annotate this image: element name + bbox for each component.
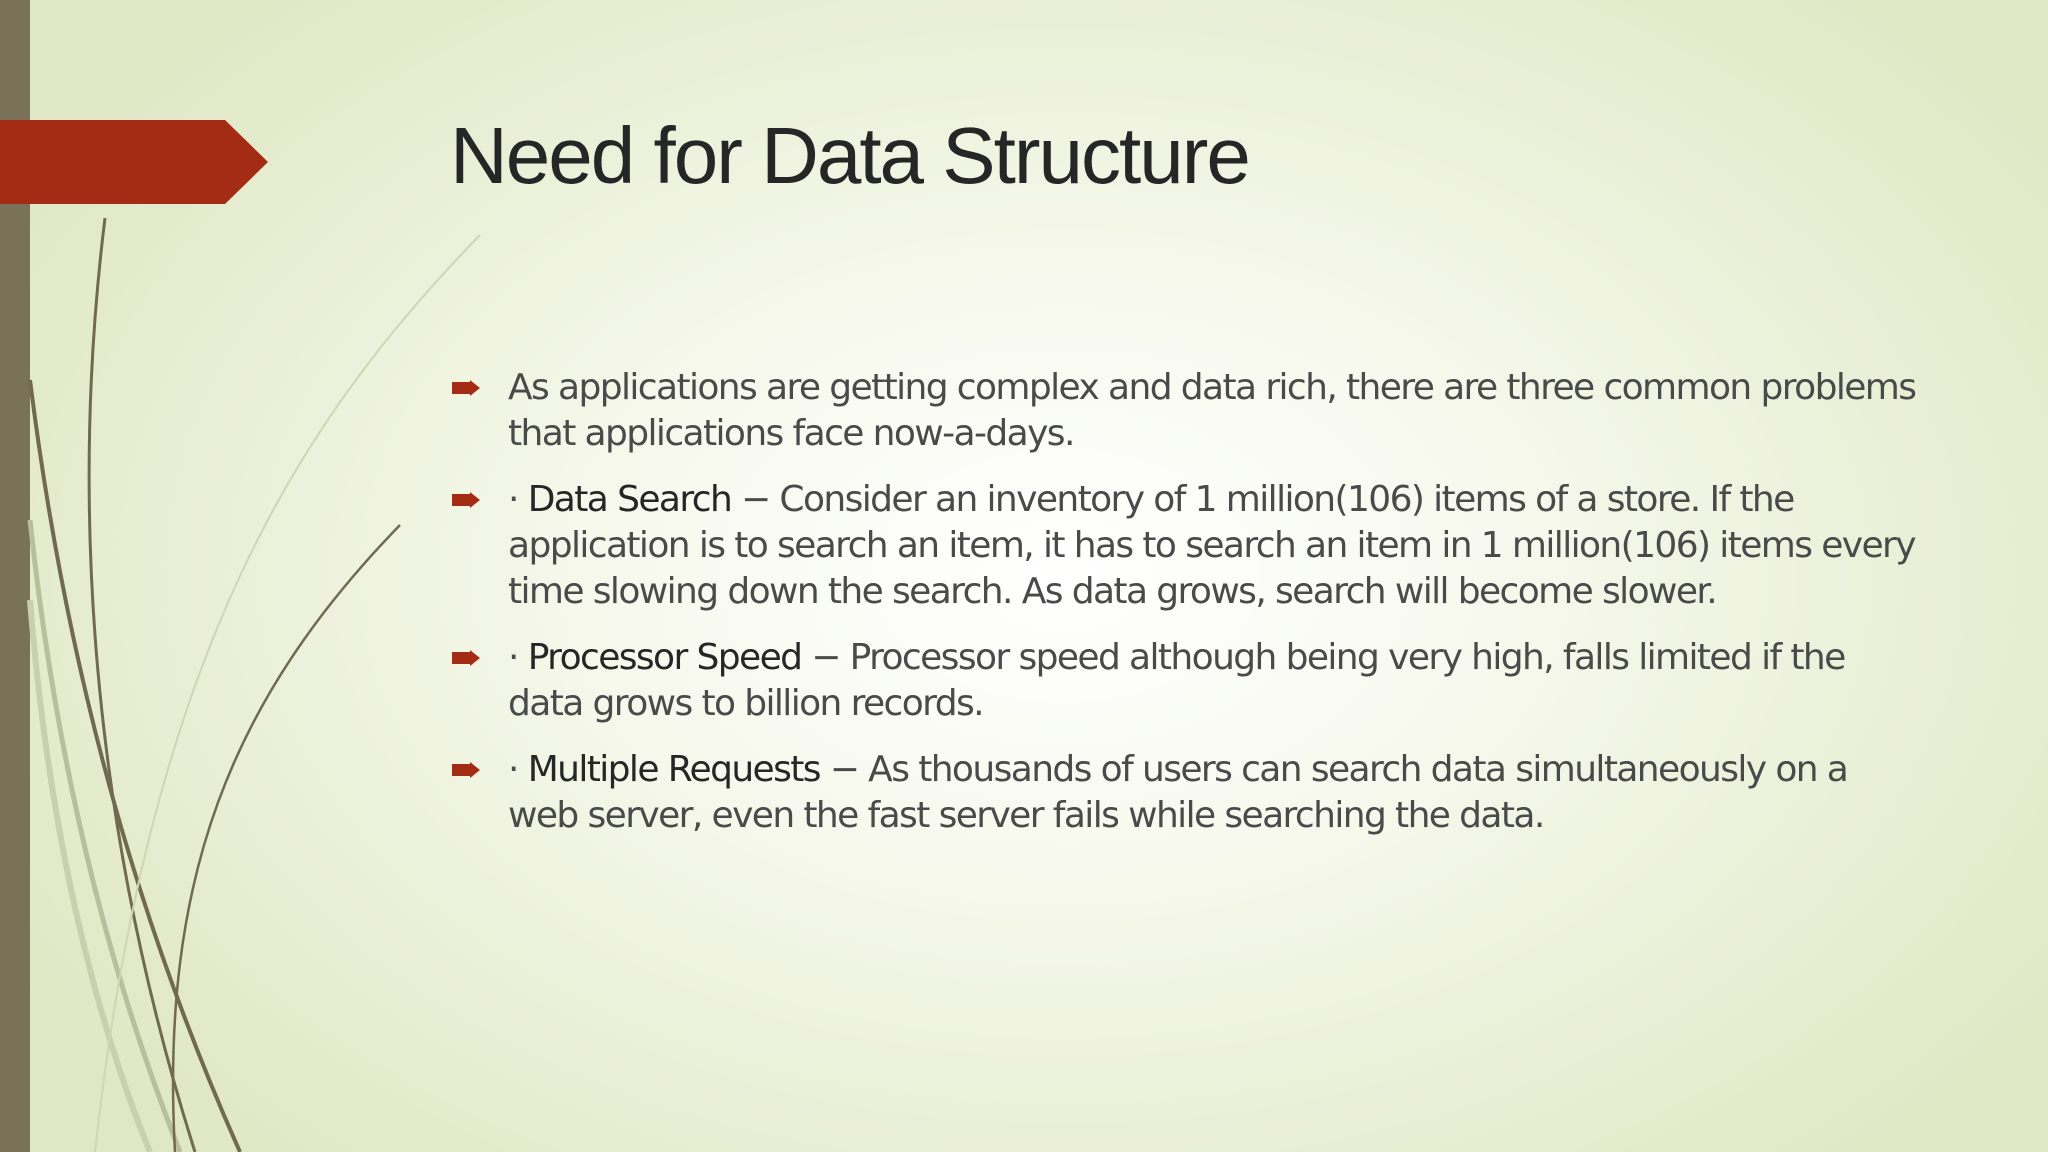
bullet-term: Data Search	[527, 479, 732, 520]
bullet-term: Multiple Requests	[527, 749, 820, 790]
bullet-term: Processor Speed	[527, 637, 802, 678]
title-accent-arrow	[0, 120, 268, 204]
arrow-bullet-icon	[452, 380, 480, 396]
bullet-item	[450, 635, 1920, 727]
bullet-text: − Consider an inventory of 1 million(106) items of a store. If the application is to search an item, it has to search an item in 1 million(106) items every time slowing down the search. As data grows, search will become slower.	[508, 479, 1915, 612]
arrow-bullet-icon	[452, 650, 480, 666]
bullet-prefix: ·	[508, 479, 528, 520]
bullet-item	[450, 477, 1920, 615]
bullet-list	[450, 365, 1920, 859]
bullet-prefix: ·	[508, 637, 528, 678]
bullet-text: − Processor speed although being very high, falls limited if the data grows to billion records.	[508, 637, 1845, 724]
bullet-item	[450, 747, 1920, 839]
bullet-item	[450, 365, 1920, 457]
bullet-prefix: ·	[508, 749, 528, 790]
arrow-bullet-icon	[452, 762, 480, 778]
slide-title: Need for Data Structure	[450, 111, 1249, 200]
bullet-text: − As thousands of users can search data simultaneously on a web server, even the fast server fails while searching the data.	[508, 749, 1848, 836]
bullet-text: As applications are getting complex and data rich, there are three common problems that applications face now-a-days.	[508, 367, 1916, 454]
arrow-bullet-icon	[452, 492, 480, 508]
